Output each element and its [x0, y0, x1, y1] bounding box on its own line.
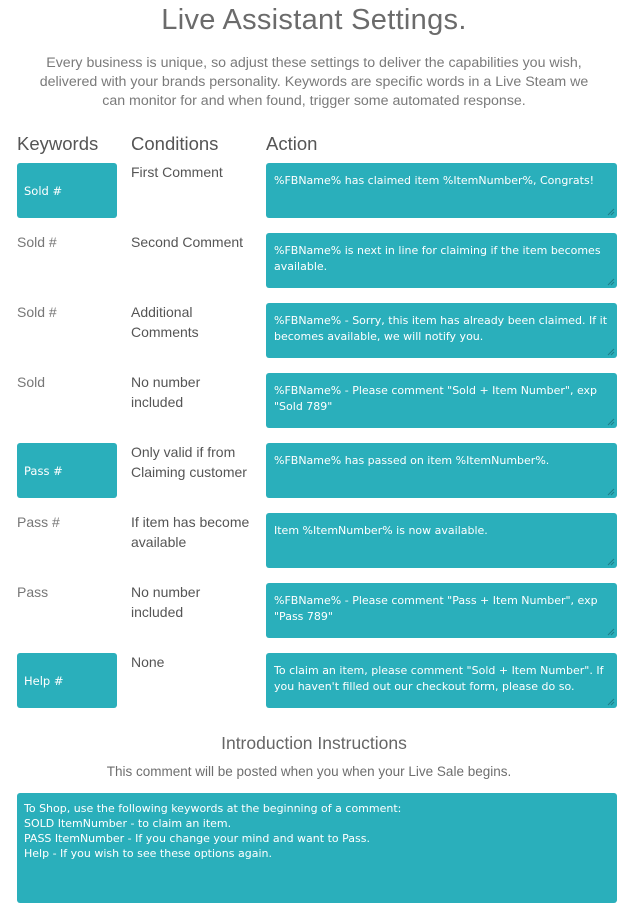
keyword-label: Pass — [17, 584, 49, 600]
resize-grip-icon[interactable] — [607, 278, 615, 286]
condition-label: Additional Comments — [131, 304, 199, 340]
page-description: Every business is unique, so adjust these settings to deliver the capabilities you wish, delivered with your brands personality. Keywords are specific words in a Live Steam we can monitor for and when found, trigger some automated response. — [39, 55, 589, 109]
condition-label: First Comment — [131, 164, 223, 180]
action-textarea[interactable] — [266, 303, 617, 358]
keyword-label: Sold # — [17, 304, 57, 320]
introduction-title: Introduction Instructions — [221, 733, 407, 753]
resize-grip-icon[interactable] — [607, 348, 615, 356]
column-header-conditions: Conditions — [131, 133, 219, 154]
action-text: %FBName% - Please comment "Sold + Item Number", exp "Sold 789" — [274, 384, 598, 413]
introduction-description: This comment will be posted when you when your Live Sale begins. — [106, 764, 512, 779]
resize-grip-icon[interactable] — [607, 418, 615, 426]
resize-grip-icon[interactable] — [607, 558, 615, 566]
condition-label: Only valid if from Claiming customer — [131, 444, 247, 480]
action-textarea[interactable] — [266, 443, 617, 498]
keyword-input[interactable]: Sold # — [17, 163, 117, 218]
resize-grip-icon[interactable] — [607, 698, 615, 706]
introduction-textarea[interactable]: To Shop, use the following keywords at the beginning of a comment: SOLD ItemNumber - to claim an item. PASS ItemNumber - If you change your mind and want to Pass. Help - If you wish to see these options again. — [17, 793, 617, 903]
action-textarea[interactable] — [266, 513, 617, 568]
action-text: %FBName% is next in line for claiming if the item becomes available. — [274, 244, 601, 273]
condition-label: Second Comment — [131, 234, 244, 250]
condition-label: No number included — [131, 374, 201, 410]
condition-label: If item has become available — [131, 514, 250, 550]
action-text: To claim an item, please comment "Sold + Item Number". If you haven't filled out our checkout form, please do so. — [274, 664, 604, 693]
keyword-label: Sold # — [17, 234, 57, 250]
keyword-input[interactable]: Help # — [17, 653, 117, 708]
action-text: %FBName% has passed on item %ItemNumber%. — [274, 454, 550, 467]
column-header-action: Action — [266, 133, 318, 154]
action-text: %FBName% has claimed item %ItemNumber%, Congrats! — [274, 174, 595, 187]
keyword-label: Pass # — [17, 514, 60, 530]
action-textarea[interactable] — [266, 583, 617, 638]
condition-label: No number included — [131, 584, 201, 620]
action-text: Item %ItemNumber% is now available. — [274, 524, 488, 537]
action-textarea[interactable] — [266, 163, 617, 218]
action-text: %FBName% - Please comment "Pass + Item Number", exp "Pass 789" — [274, 594, 598, 623]
keyword-label: Sold — [17, 374, 46, 390]
resize-grip-icon[interactable] — [607, 488, 615, 496]
column-header-keywords: Keywords — [17, 133, 99, 154]
resize-grip-icon[interactable] — [607, 208, 615, 216]
action-text: %FBName% - Sorry, this item has already been claimed. If it becomes available, we will notify you. — [274, 314, 608, 343]
resize-grip-icon[interactable] — [607, 628, 615, 636]
keyword-input[interactable]: Pass # — [17, 443, 117, 498]
action-textarea[interactable] — [266, 653, 617, 708]
action-textarea[interactable] — [266, 373, 617, 428]
page-title: Live Assistant Settings. — [161, 4, 467, 36]
condition-label: None — [131, 654, 165, 670]
action-textarea[interactable] — [266, 233, 617, 288]
